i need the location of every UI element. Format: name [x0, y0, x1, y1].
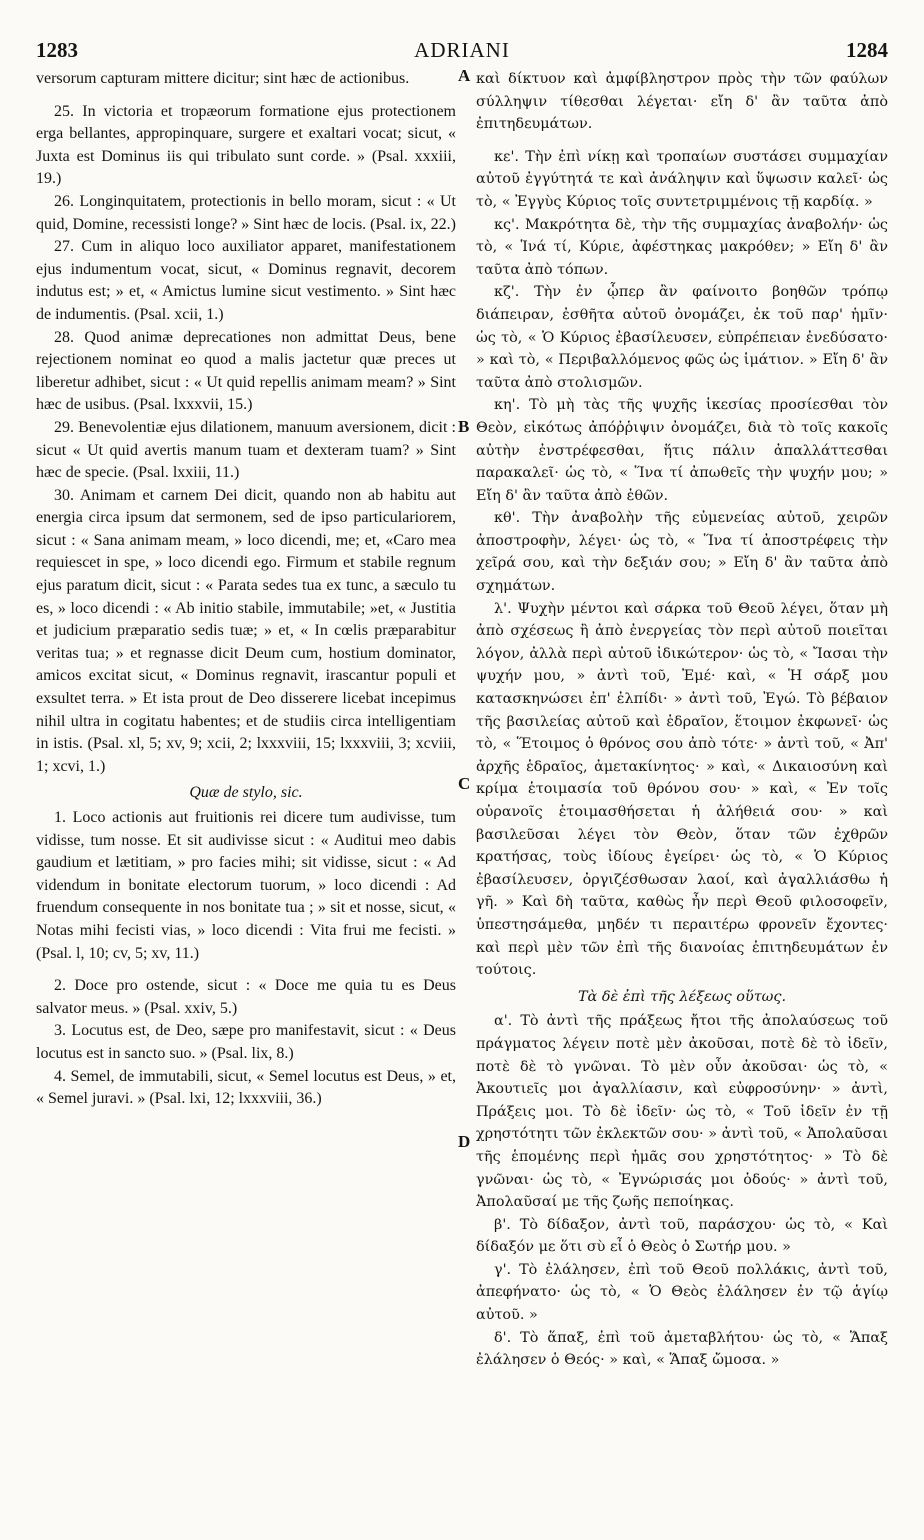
- greek-paragraph: κη'. Τὸ μὴ τὰς τῆς ψυχῆς ἱκεσίας προσίεσθαι τὸν Θεὸν, εἰκότως ἀπόῤῥιψιν ὀνομάζει, διὰ τὸ τοῖς κακοῖς αὐτὴν ἐνστρέφεσθαι, ἥτις πάλιν ἀπαλλάττεσθαι παρακαλεῖ· ὡς τὸ, « Ἵνα τί ἀπωθεῖς τὴν ψυχήν μου; » Εἴη δ' ἂν ταῦτα ἀπὸ ἐθῶν.: [476, 397, 888, 504]
- latin-paragraph: 29. Benevolentiæ ejus dilationem, manuum aversionem, dicit : sicut « Ut quid avertis manum tuam et dexteram tuam? » Sint hæc de specie. (Psal. lxxiii, 11.): [36, 418, 456, 482]
- greek-paragraph: α'. Τὸ ἀντὶ τῆς πράξεως ἤτοι τῆς ἀπολαύσεως τοῦ πράγματος λέγειν ποτὲ μὲν ἀκοῦσαι, ποτὲ δὲ τὸ ἰδεῖν, ποτὲ δὲ τὸ γνῶναι. Τὸ μὲν οὖν ἀκοῦσαι· ὡς τὸ, « Ἀκουτιεῖς μοι ἀγαλλίασιν, καὶ εὐφροσύνην· » ἀντὶ, Πράξεις μοι. Τὸ δὲ ἰδεῖν· ὡς τὸ, « Τοῦ ἰδεῖν ἐν τῇ χρηστότητι τῶν ἐκλεκτῶν σου· » ἀντὶ τοῦ, « Ἀπολαῦσαι τῆς ἑπομένης περὶ ἡμᾶς σου χρηστότητος· » Τὸ δὲ γνῶναι· ὡς τὸ, « Ἐγνώρισάς μοι ὁδούς· » ἀντὶ τοῦ, Ἀπολαῦσαί με τῆς ζωῆς πεποίηκας.: [476, 1013, 888, 1211]
- greek-paragraph: καὶ δίκτυον καὶ ἀμφίβληστρον πρὸς τὴν τῶν φαύλων σύλληψιν τίθεσθαι λέγεται· εἴη δ' ἂν ταῦτα ἀπὸ ἐπιτηδευμάτων.: [476, 71, 888, 133]
- latin-paragraph: 28. Quod animæ deprecationes non admittat Deus, bene rejectionem nominat eo quod a malis jactetur quæ preces ut liberetur adhibet, sicut : « Ut quid repellis animam meam? » Sint hæc de usibus. (Psal. lxxxvii, 15.): [36, 328, 456, 414]
- running-title: ADRIANI: [414, 38, 510, 62]
- greek-paragraph: κς'. Μακρότητα δὲ, τὴν τῆς συμμαχίας ἀναβολήν· ὡς τὸ, « Ἱνά τί, Κύριε, ἀφέστηκας μακρόθεν; » Εἴη δ' ἂν ταῦτα ἀπὸ τόπων.: [476, 216, 888, 278]
- margin-marker-a: A: [458, 66, 471, 85]
- latin-paragraph: 2. Doce pro ostende, sicut : « Doce me quia tu es Deus salvator meus. » (Psal. xxiv, 5.): [36, 977, 456, 1017]
- greek-paragraph: δ'. Τὸ ἅπαξ, ἐπὶ τοῦ ἀμεταβλήτου· ὡς τὸ, « Ἅπαξ ἐλάλησεν ὁ Θεός· » καὶ, « Ἅπαξ ὤμοσα. »: [476, 1329, 888, 1369]
- latin-paragraph: 25. In victoria et tropæorum formatione ejus protectionem erga bellantes, appropinquare, surgere et exaltari vocat; sicut, « Juxta est Dominus iis qui tribulato sunt corde. » (Psal. xxxiii, 19.): [36, 102, 456, 188]
- latin-section-heading: Quæ de stylo, sic.: [189, 784, 303, 802]
- margin-marker-c: C: [458, 774, 471, 793]
- greek-section-heading: Τὰ δὲ ἐπὶ τῆς λέξεως οὕτως.: [577, 988, 787, 1005]
- latin-paragraph: 27. Cum in aliquo loco auxiliator apparet, manifestationem ejus indumentum vocat, sicut, « Dominus regnavit, decorem indutus est; » et, « Amictus lumine sicut vestimento. » Sint hæc de indumentis. (Psal. xcii, 1.): [36, 238, 456, 323]
- latin-column: [36, 68, 456, 1111]
- greek-column: [476, 68, 888, 1372]
- latin-paragraph: 1. Loco actionis aut fruitionis rei dicere tum audivisse, tum vidisse, tum nosse. Et sit audivisse sicut : « Auditui meo dabis gaudium et lætitiam, » pro facies mihi; sit vidisse, sicut : « Ad videndum in bonitate electorum tuorum, » loco dicendi : Ad fruendum consequente in nos bonitate tua ; » sit et nosse, sicut, « Notas mihi fecisti vias, » loco dicendi : Vita frui me fecisti. » (Psal. l, 10; cv, 5; xv, 11.): [36, 809, 456, 962]
- greek-paragraph: κζ'. Τὴν ἐν ᾧπερ ἂν φαίνοιτο βοηθῶν τρόπῳ διάπειραν, ἐσθῆτα αὐτοῦ ὀνομάζει, ἐκ τοῦ παρ' ἡμῖν· ὡς τὸ, « Ὁ Κύριος ἐβασίλευσεν, εὐπρέπειαν ἐνεδύσατο· » καὶ τὸ, « Περιβαλλόμενος φῶς ὡς ἱμάτιον. » Εἴη δ' ἂν ταῦτα ἀπὸ στολισμῶν.: [476, 284, 888, 391]
- greek-paragraph: κθ'. Τὴν ἀναβολὴν τῆς εὐμενείας αὐτοῦ, χειρῶν ἀποστροφὴν, λέγει· ὡς τὸ, « Ἵνα τί ἀποστρέφεις τὴν χεῖρά σου, καὶ τὴν δεξιάν σου; » Εἴη δ' ἂν ταῦτα ἀπὸ σχημάτων.: [476, 510, 888, 595]
- page-header: [36, 38, 888, 64]
- latin-paragraph: 3. Locutus est, de Deo, sæpe pro manifestavit, sicut : « Deus locutus est in sancto suo. » (Psal. lix, 8.): [36, 1022, 456, 1062]
- latin-paragraph: 4. Semel, de immutabili, sicut, « Semel locutus est Deus, » et, « Semel juravi. » (Psal. lxi, 12; lxxxviii, 36.): [36, 1067, 456, 1108]
- greek-paragraph: λ'. Ψυχὴν μέντοι καὶ σάρκα τοῦ Θεοῦ λέγει, ὅταν μὴ ἀπὸ σχέσεως ἢ ἀπὸ ἐνεργείας τὸν περὶ αὐτοῦ ποιεῖται λόγον, ἀλλὰ περὶ αὐτοῦ ἰδικώτερον· ὡς τὸ, « Ἴασαι τὴν ψυχήν μου, » ἀντὶ τοῦ, Ἐμέ· καὶ, « Ἡ σάρξ μου κατασκηνώσει ἐπ' ἐλπίδι· » ἀντὶ τοῦ, Ἐγώ. Τὸ βέβαιον τῆς βασιλείας αὐτοῦ καὶ ἑδραῖον, ἕτοιμον ἐκφωνεῖ· ὡς τὸ, « Ἕτοιμος ὁ θρόνος σου ἀπὸ τότε· » ἀντὶ τοῦ, « Ἀπ' ἀρχῆς ἑδραῖος, ἀμετακίνητος· » καὶ, « Δικαιοσύνη καὶ κρίμα ἑτοιμασία τοῦ θρόνου σου· » καὶ, « Ἐν τοῖς οὐρανοῖς ἑτοιμασθήσεται ἡ ἀλήθειά σου· » καὶ βασιλεῦσαι λέγει τὸν Θεὸν, ὅταν τῶν ἐχθρῶν κρατήσας, τοὺς ἰδίους ἐγείρει· ὡς τὸ, « Ὁ Κύριος ἐβασίλευσεν, ὀργιζέσθωσαν λαοί, καὶ ἀγαλλιάσθω ἡ γῆ. » Καὶ δὴ ταῦτα, καθὼς ἦν περὶ Θεοῦ φιλοσοφεῖν, ὑπεστησάμεθα, μηδέν τι περαιτέρω φρονεῖν ἔχοντες· καὶ περὶ μὲν τῶν ἐπὶ τῆς διανοίας ἐπιτηδευμάτων ἐν τούτοις.: [476, 600, 888, 979]
- margin-marker-d: D: [458, 1132, 471, 1151]
- greek-paragraph: β'. Τὸ δίδαξον, ἀντὶ τοῦ, παράσχου· ὡς τὸ, « Καὶ δίδαξόν με ὅτι σὺ εἶ ὁ Θεὸς ὁ Σωτήρ μου. »: [476, 1216, 888, 1256]
- greek-paragraph: γ'. Τὸ ἐλάλησεν, ἐπὶ τοῦ Θεοῦ πολλάκις, ἀντὶ τοῦ, ἀπεφήνατο· ὡς τὸ, « Ὁ Θεὸς ἐλάλησεν ἐν τῷ ἁγίῳ αὐτοῦ. »: [476, 1261, 888, 1324]
- page-number-right: 1284: [846, 38, 888, 62]
- page-number-left: 1283: [36, 38, 78, 62]
- latin-paragraph: 30. Animam et carnem Dei dicit, quando non ab habitu aut energia circa ipsum dat sermonem, sed de ipso particulariorem, sicut : « Sana animam meam, » loco dicendi, me; et, «Caro mea requiescet in spe, » loco dicendi ego. Firmum et stabile regnum ejus paratum dicit, sicut : « Parata sedes tua ex tunc, a sæculo tu es, » loco dicendi : « Ab initio stabile, immutabile; »et, « Justitia et judicium præparatio sedis tuæ; » et, « In cœlis præparabitur veritas tua; » et regnasse dicit Deum cum, hostium dominator, amicos excitat sicut, « Dominus regnavit, irascantur populi et exsultet terra. » Et ista prout de Deo disserere licebat incepimus nihil ultra in cogitatu habentes; et de studiis circa intelligentiam in istis. (Psal. xl, 5; xv, 9; xcii, 2; lxxxviii, 15; lxxxviii, 3; xcviii, 1; xcvi, 1.): [36, 486, 456, 775]
- margin-marker-b: B: [458, 417, 470, 436]
- greek-paragraph: κε'. Τὴν ἐπὶ νίκῃ καὶ τροπαίων συστάσει συμμαχίαν αὐτοῦ ἐγγύτητά τε καὶ ἀνάληψιν καὶ ὕψωσιν καλεῖ· ὡς τὸ, « Ἐγγὺς Κύριος τοῖς συντετριμμένοις τῇ καρδίᾳ. »: [476, 148, 888, 210]
- latin-paragraph: 26. Longinquitatem, protectionis in bello moram, sicut : « Ut quid, Domine, recessisti longe? » Sint hæc de locis. (Psal. ix, 22.): [36, 192, 456, 233]
- latin-paragraph: versorum capturam mittere dicitur; sint hæc de actionibus.: [36, 70, 410, 87]
